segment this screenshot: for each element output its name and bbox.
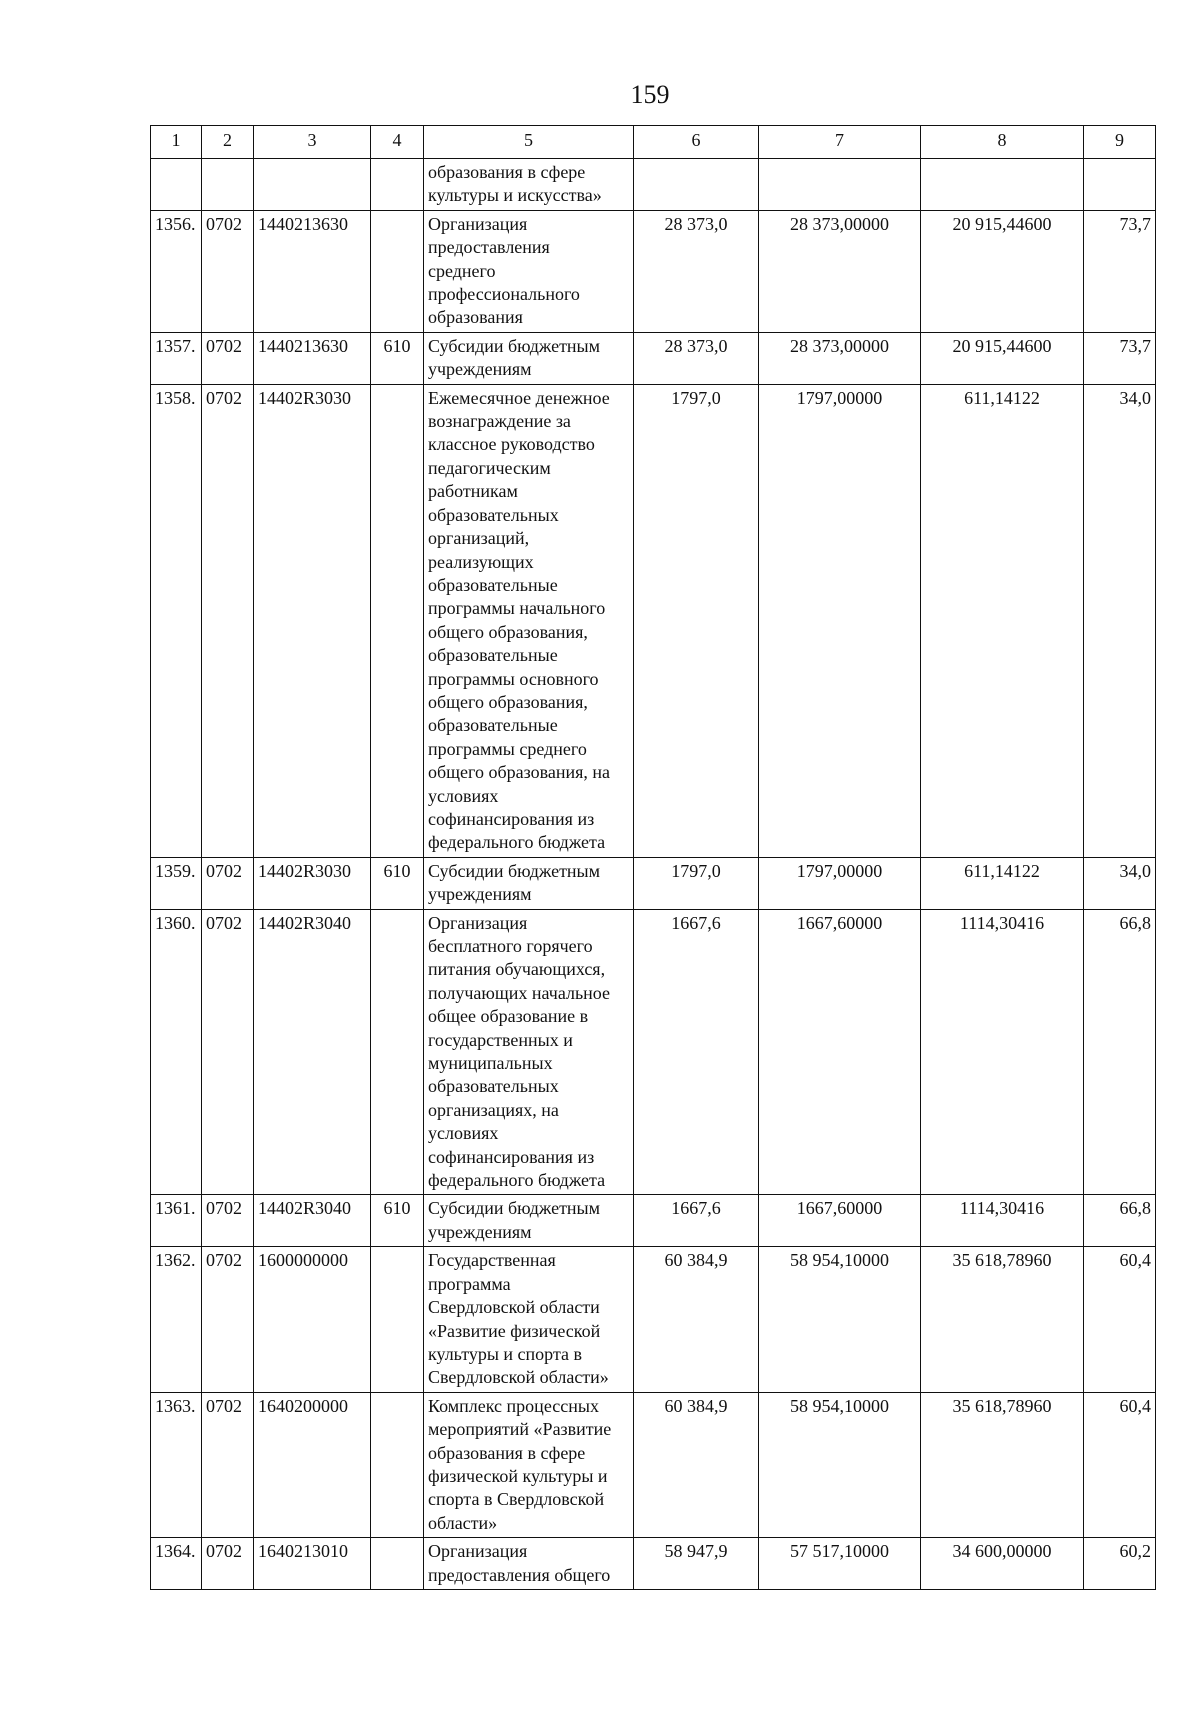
item-name: Организация бесплатного горячего питания обучающихся, получающих начальное общее образование в государственных и муниципальных образовательных организациях, на условиях софинансирования из федерального бюджета <box>424 909 634 1195</box>
header-col-9: 9 <box>1084 126 1156 159</box>
table-row <box>151 332 1156 384</box>
section-code <box>202 159 254 211</box>
execution-percent: 34,0 <box>1084 857 1156 909</box>
execution-percent: 60,4 <box>1084 1247 1156 1392</box>
row-number: 1363. <box>151 1392 202 1537</box>
planned-amount: 1797,0 <box>634 384 759 857</box>
target-article: 1440213630 <box>254 332 371 384</box>
target-article: 1640213010 <box>254 1538 371 1590</box>
execution-percent: 60,2 <box>1084 1538 1156 1590</box>
row-number: 1358. <box>151 384 202 857</box>
target-article: 14402R3030 <box>254 384 371 857</box>
execution-percent: 66,8 <box>1084 909 1156 1195</box>
row-number: 1356. <box>151 210 202 332</box>
header-col-5: 5 <box>424 126 634 159</box>
row-number: 1364. <box>151 1538 202 1590</box>
planned-amount: 1667,6 <box>634 1195 759 1247</box>
executed-amount: 20 915,44600 <box>921 332 1084 384</box>
section-code: 0702 <box>202 1538 254 1590</box>
expense-type <box>371 1392 424 1537</box>
target-article: 1640200000 <box>254 1392 371 1537</box>
header-col-4: 4 <box>371 126 424 159</box>
execution-percent: 60,4 <box>1084 1392 1156 1537</box>
planned-amount: 60 384,9 <box>634 1247 759 1392</box>
execution-percent: 66,8 <box>1084 1195 1156 1247</box>
executed-amount: 611,14122 <box>921 384 1084 857</box>
expense-type <box>371 1538 424 1590</box>
approved-amount: 58 954,10000 <box>759 1247 921 1392</box>
section-code: 0702 <box>202 857 254 909</box>
item-name: Организация предоставления общего <box>424 1538 634 1590</box>
executed-amount: 1114,30416 <box>921 909 1084 1195</box>
approved-amount <box>759 159 921 211</box>
table-row <box>151 210 1156 332</box>
approved-amount: 1667,60000 <box>759 1195 921 1247</box>
header-col-3: 3 <box>254 126 371 159</box>
expense-type <box>371 159 424 211</box>
approved-amount: 1797,00000 <box>759 384 921 857</box>
header-col-2: 2 <box>202 126 254 159</box>
target-article: 1440213630 <box>254 210 371 332</box>
section-code: 0702 <box>202 1247 254 1392</box>
item-name: Организация предоставления среднего профессионального образования <box>424 210 634 332</box>
planned-amount <box>634 159 759 211</box>
table-row <box>151 1195 1156 1247</box>
approved-amount: 57 517,10000 <box>759 1538 921 1590</box>
item-name: Государственная программа Свердловской области «Развитие физической культуры и спорта в Свердловской области» <box>424 1247 634 1392</box>
row-number: 1361. <box>151 1195 202 1247</box>
expense-type <box>371 1247 424 1392</box>
item-name: Субсидии бюджетным учреждениям <box>424 857 634 909</box>
executed-amount: 35 618,78960 <box>921 1247 1084 1392</box>
table-row <box>151 857 1156 909</box>
executed-amount <box>921 159 1084 211</box>
planned-amount: 60 384,9 <box>634 1392 759 1537</box>
expense-type <box>371 384 424 857</box>
target-article: 1600000000 <box>254 1247 371 1392</box>
row-number: 1359. <box>151 857 202 909</box>
target-article <box>254 159 371 211</box>
planned-amount: 1797,0 <box>634 857 759 909</box>
executed-amount: 35 618,78960 <box>921 1392 1084 1537</box>
item-name: Субсидии бюджетным учреждениям <box>424 1195 634 1247</box>
expense-type <box>371 909 424 1195</box>
item-name: Субсидии бюджетным учреждениям <box>424 332 634 384</box>
planned-amount: 1667,6 <box>634 909 759 1195</box>
approved-amount: 1797,00000 <box>759 857 921 909</box>
planned-amount: 28 373,0 <box>634 210 759 332</box>
table-row <box>151 1247 1156 1392</box>
approved-amount: 1667,60000 <box>759 909 921 1195</box>
item-name: Комплекс процессных мероприятий «Развитие образования в сфере физической культуры и спорта в Свердловской области» <box>424 1392 634 1537</box>
execution-percent: 73,7 <box>1084 332 1156 384</box>
executed-amount: 611,14122 <box>921 857 1084 909</box>
target-article: 14402R3040 <box>254 909 371 1195</box>
continuation-row <box>151 159 1156 211</box>
execution-percent <box>1084 159 1156 211</box>
header-col-8: 8 <box>921 126 1084 159</box>
row-number: 1357. <box>151 332 202 384</box>
header-col-1: 1 <box>151 126 202 159</box>
section-code: 0702 <box>202 1195 254 1247</box>
row-number: 1362. <box>151 1247 202 1392</box>
table-header <box>151 126 1156 159</box>
section-code: 0702 <box>202 909 254 1195</box>
expense-type: 610 <box>371 857 424 909</box>
approved-amount: 58 954,10000 <box>759 1392 921 1537</box>
expense-type: 610 <box>371 1195 424 1247</box>
executed-amount: 34 600,00000 <box>921 1538 1084 1590</box>
section-code: 0702 <box>202 332 254 384</box>
row-number <box>151 159 202 211</box>
target-article: 14402R3040 <box>254 1195 371 1247</box>
header-col-7: 7 <box>759 126 921 159</box>
table-row <box>151 384 1156 857</box>
section-code: 0702 <box>202 1392 254 1537</box>
planned-amount: 58 947,9 <box>634 1538 759 1590</box>
table-row <box>151 1538 1156 1590</box>
header-col-6: 6 <box>634 126 759 159</box>
item-name: образования в сфере культуры и искусства» <box>424 159 634 211</box>
item-name: Ежемесячное денежное вознаграждение за классное руководство педагогическим работникам образовательных организаций, реализующих образовательные программы начального общего образования, образовательные программы основного общего образования, образовательные программы среднего общего образования, на условиях софинансирования из федерального бюджета <box>424 384 634 857</box>
execution-percent: 34,0 <box>1084 384 1156 857</box>
executed-amount: 1114,30416 <box>921 1195 1084 1247</box>
approved-amount: 28 373,00000 <box>759 210 921 332</box>
expense-type <box>371 210 424 332</box>
approved-amount: 28 373,00000 <box>759 332 921 384</box>
page-number: 159 <box>630 80 670 109</box>
executed-amount: 20 915,44600 <box>921 210 1084 332</box>
row-number: 1360. <box>151 909 202 1195</box>
target-article: 14402R3030 <box>254 857 371 909</box>
table-row <box>151 909 1156 1195</box>
table-row <box>151 1392 1156 1537</box>
expense-type: 610 <box>371 332 424 384</box>
planned-amount: 28 373,0 <box>634 332 759 384</box>
budget-table <box>150 125 1156 1590</box>
table-body <box>151 159 1156 1590</box>
execution-percent: 73,7 <box>1084 210 1156 332</box>
section-code: 0702 <box>202 384 254 857</box>
section-code: 0702 <box>202 210 254 332</box>
